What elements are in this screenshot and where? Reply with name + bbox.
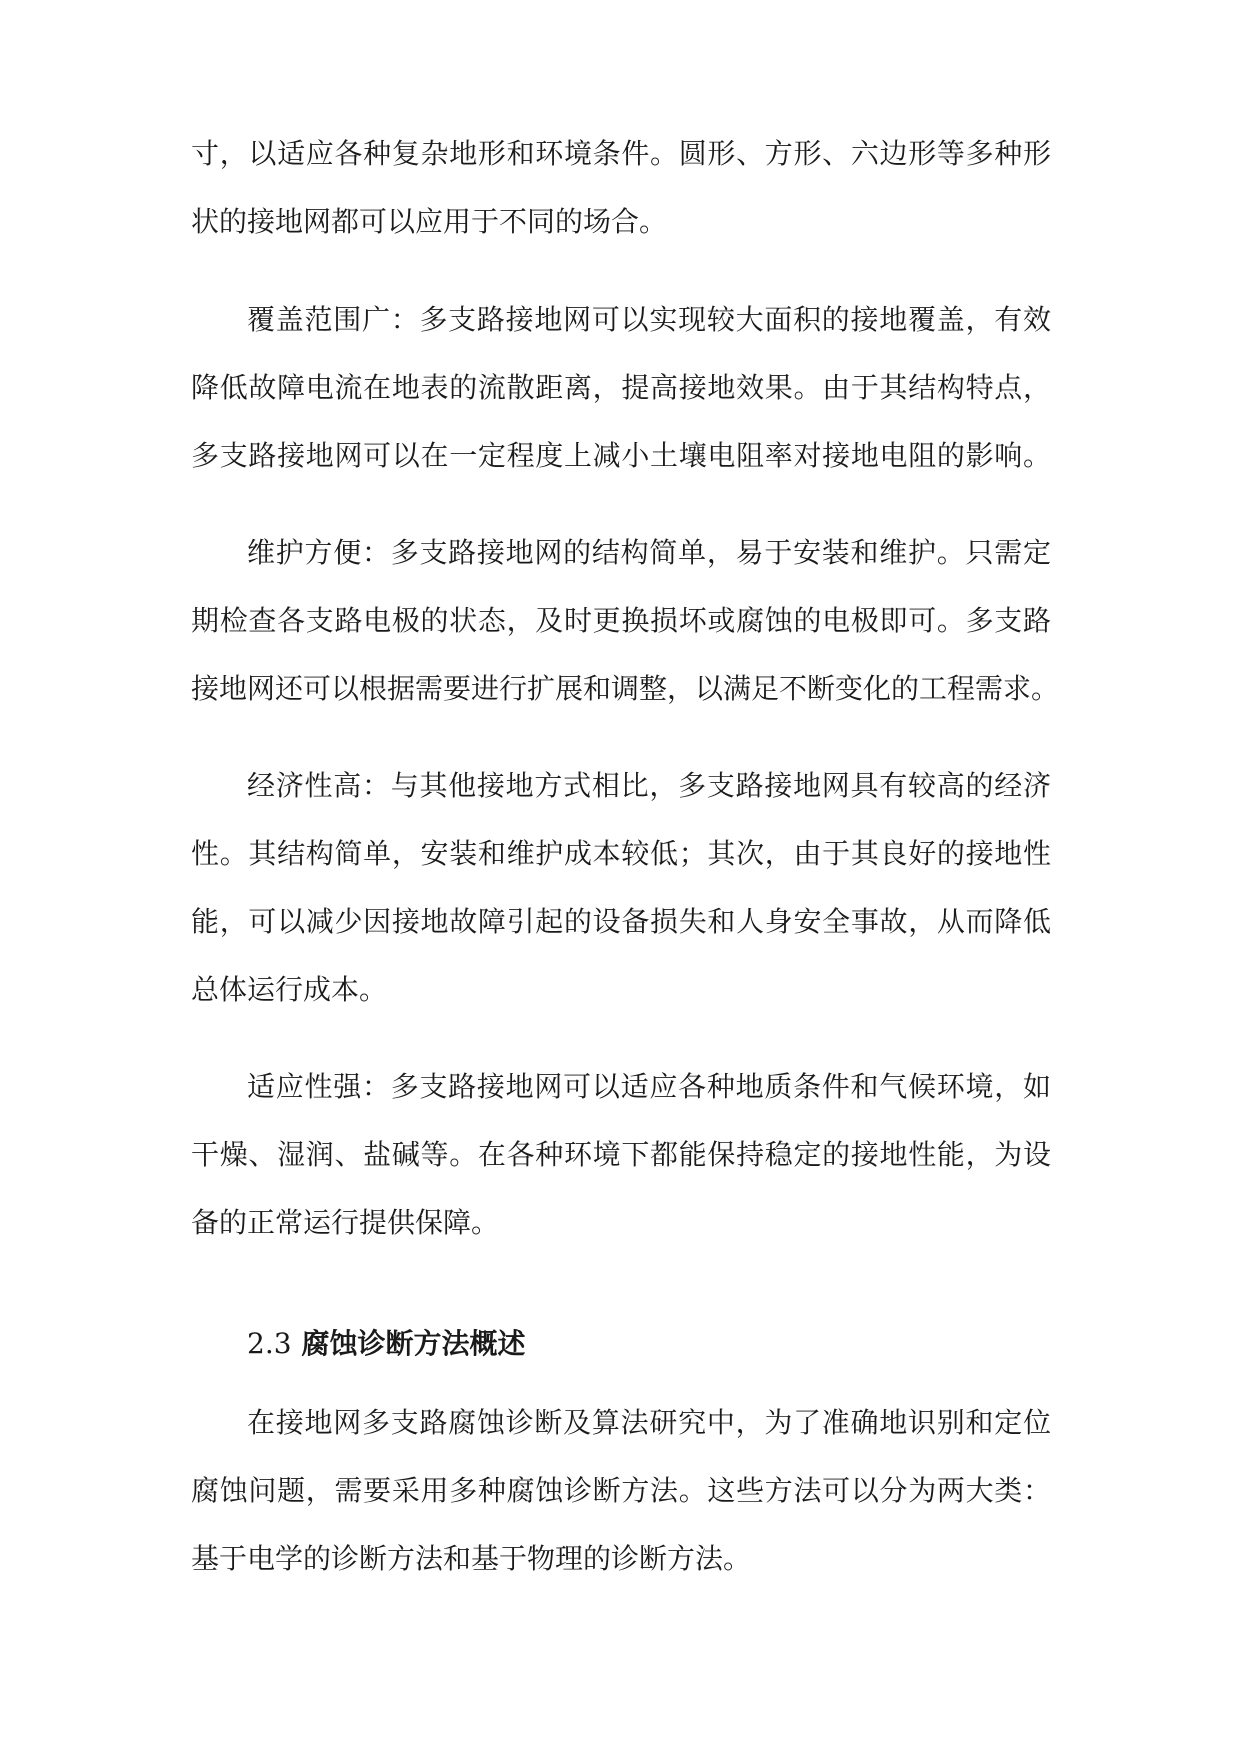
paragraph-4-line-1: 经济性高：与其他接地方式相比，多支路接地网具有较高的经济 [247,769,1051,802]
paragraph-2-line-1: 覆盖范围广：多支路接地网可以实现较大面积的接地覆盖，有效 [247,303,1051,336]
paragraph-5-line-3: 备的正常运行提供保障。 [191,1206,500,1239]
paragraph-3-line-3: 接地网还可以根据需要进行扩展和调整，以满足不断变化的工程需求。 [191,672,1060,705]
paragraph-6-line-2: 腐蚀问题，需要采用多种腐蚀诊断方法。这些方法可以分为两大类： [191,1474,1051,1507]
paragraph-5-line-1: 适应性强：多支路接地网可以适应各种地质条件和气候环境，如 [247,1070,1051,1103]
paragraph-6-line-3: 基于电学的诊断方法和基于物理的诊断方法。 [191,1542,752,1575]
paragraph-1-line-1: 寸，以适应各种复杂地形和环境条件。圆形、方形、六边形等多种形 [191,137,1051,170]
paragraph-5-line-2: 干燥、湿润、盐碱等。在各种环境下都能保持稳定的接地性能，为设 [191,1138,1051,1171]
paragraph-4-line-3: 能，可以减少因接地故障引起的设备损失和人身安全事故，从而降低 [191,905,1051,938]
paragraph-4-line-4: 总体运行成本。 [191,973,388,1006]
section-number: 2.3 [247,1327,292,1360]
paragraph-6-line-1: 在接地网多支路腐蚀诊断及算法研究中，为了准确地识别和定位 [247,1406,1051,1439]
section-heading [247,1324,947,1364]
paragraph-3-line-2: 期检查各支路电极的状态，及时更换损坏或腐蚀的电极即可。多支路 [191,604,1051,637]
paragraph-3-line-1: 维护方便：多支路接地网的结构简单，易于安装和维护。只需定 [247,536,1051,569]
paragraph-2-line-3: 多支路接地网可以在一定程度上减小土壤电阻率对接地电阻的影响。 [191,439,1051,472]
section-title: 腐蚀诊断方法概述 [301,1327,526,1360]
paragraph-4-line-2: 性。其结构简单，安装和维护成本较低；其次，由于其良好的接地性 [191,837,1051,870]
paragraph-1-line-2: 状的接地网都可以应用于不同的场合。 [191,205,668,238]
paragraph-2-line-2: 降低故障电流在地表的流散距离，提高接地效果。由于其结构特点， [191,371,1051,404]
